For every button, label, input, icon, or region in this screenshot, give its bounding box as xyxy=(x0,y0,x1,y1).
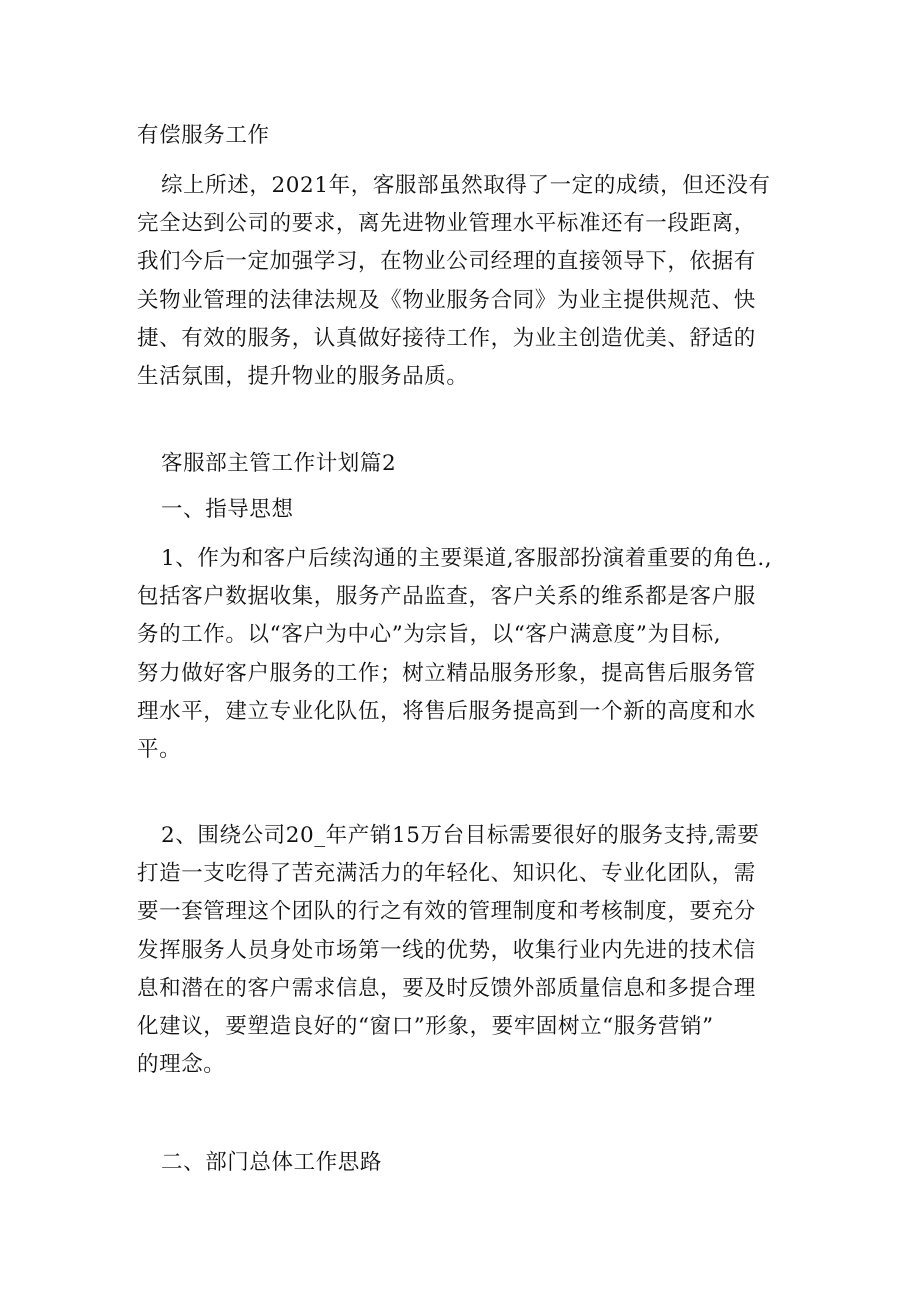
summary-paragraph xyxy=(137,167,789,396)
item-2-paragraph xyxy=(137,817,789,1084)
paragraph-line: 打造一支吃得了苦充满活力的年轻化、知识化、专业化团队，需 xyxy=(137,861,756,887)
section-heading-guiding-ideology: 一、指导思想 xyxy=(161,497,294,522)
paragraph-line: 关物业管理的法律法规及《物业服务合同》为业主提供规范、快 xyxy=(137,287,756,313)
plan-title: 客服部主管工作计划篇2 xyxy=(161,451,397,476)
paragraph-line: 发挥服务人员身处市场第一线的优势，收集行业内先进的技术信 xyxy=(137,937,756,963)
paragraph-line: 务的工作。以“客户为中心”为宗旨，以“客户满意度”为目标, xyxy=(137,622,722,648)
paragraph-line: 生活氛围，提升物业的服务品质。 xyxy=(137,364,469,390)
item-1-paragraph xyxy=(137,540,789,769)
paragraph-line: 的理念。 xyxy=(137,1052,226,1078)
section-heading-work-approach: 二、部门总体工作思路 xyxy=(161,1150,383,1175)
paragraph-line: 要一套管理这个团队的行之有效的管理制度和考核制度，要充分 xyxy=(137,899,756,925)
paragraph-line: 努力做好客户服务的工作；树立精品服务形象，提高售后服务管 xyxy=(137,660,756,686)
paragraph-line: 1、作为和客户后续沟通的主要渠道,客服部扮演着重要的角色., xyxy=(161,546,773,571)
paragraph-line: 综上所述，2021年，客服部虽然取得了一定的成绩，但还没有 xyxy=(161,173,771,198)
paragraph-line: 息和潜在的客户需求信息，要及时反馈外部质量信息和多提合理 xyxy=(137,975,756,1001)
paragraph-line: 平。 xyxy=(137,737,182,763)
paragraph-line: 包括客户数据收集，服务产品监查，客户关系的维系都是客户服 xyxy=(137,584,756,610)
paragraph-line: 化建议，要塑造良好的“窗口”形象，要牢固树立“服务营销” xyxy=(137,1014,714,1040)
paragraph-line: 完全达到公司的要求，离先进物业管理水平标准还有一段距离， xyxy=(137,211,756,237)
fragment-top-text: 有偿服务工作 xyxy=(137,123,270,148)
paragraph-line: 捷、有效的服务，认真做好接待工作，为业主创造优美、舒适的 xyxy=(137,325,756,351)
paragraph-line: 2、围绕公司20_年产销15万台目标需要很好的服务支持,需要 xyxy=(161,823,760,848)
paragraph-line: 我们今后一定加强学习，在物业公司经理的直接领导下，依据有 xyxy=(137,249,756,275)
paragraph-line: 理水平，建立专业化队伍，将售后服务提高到一个新的高度和水 xyxy=(137,698,756,724)
